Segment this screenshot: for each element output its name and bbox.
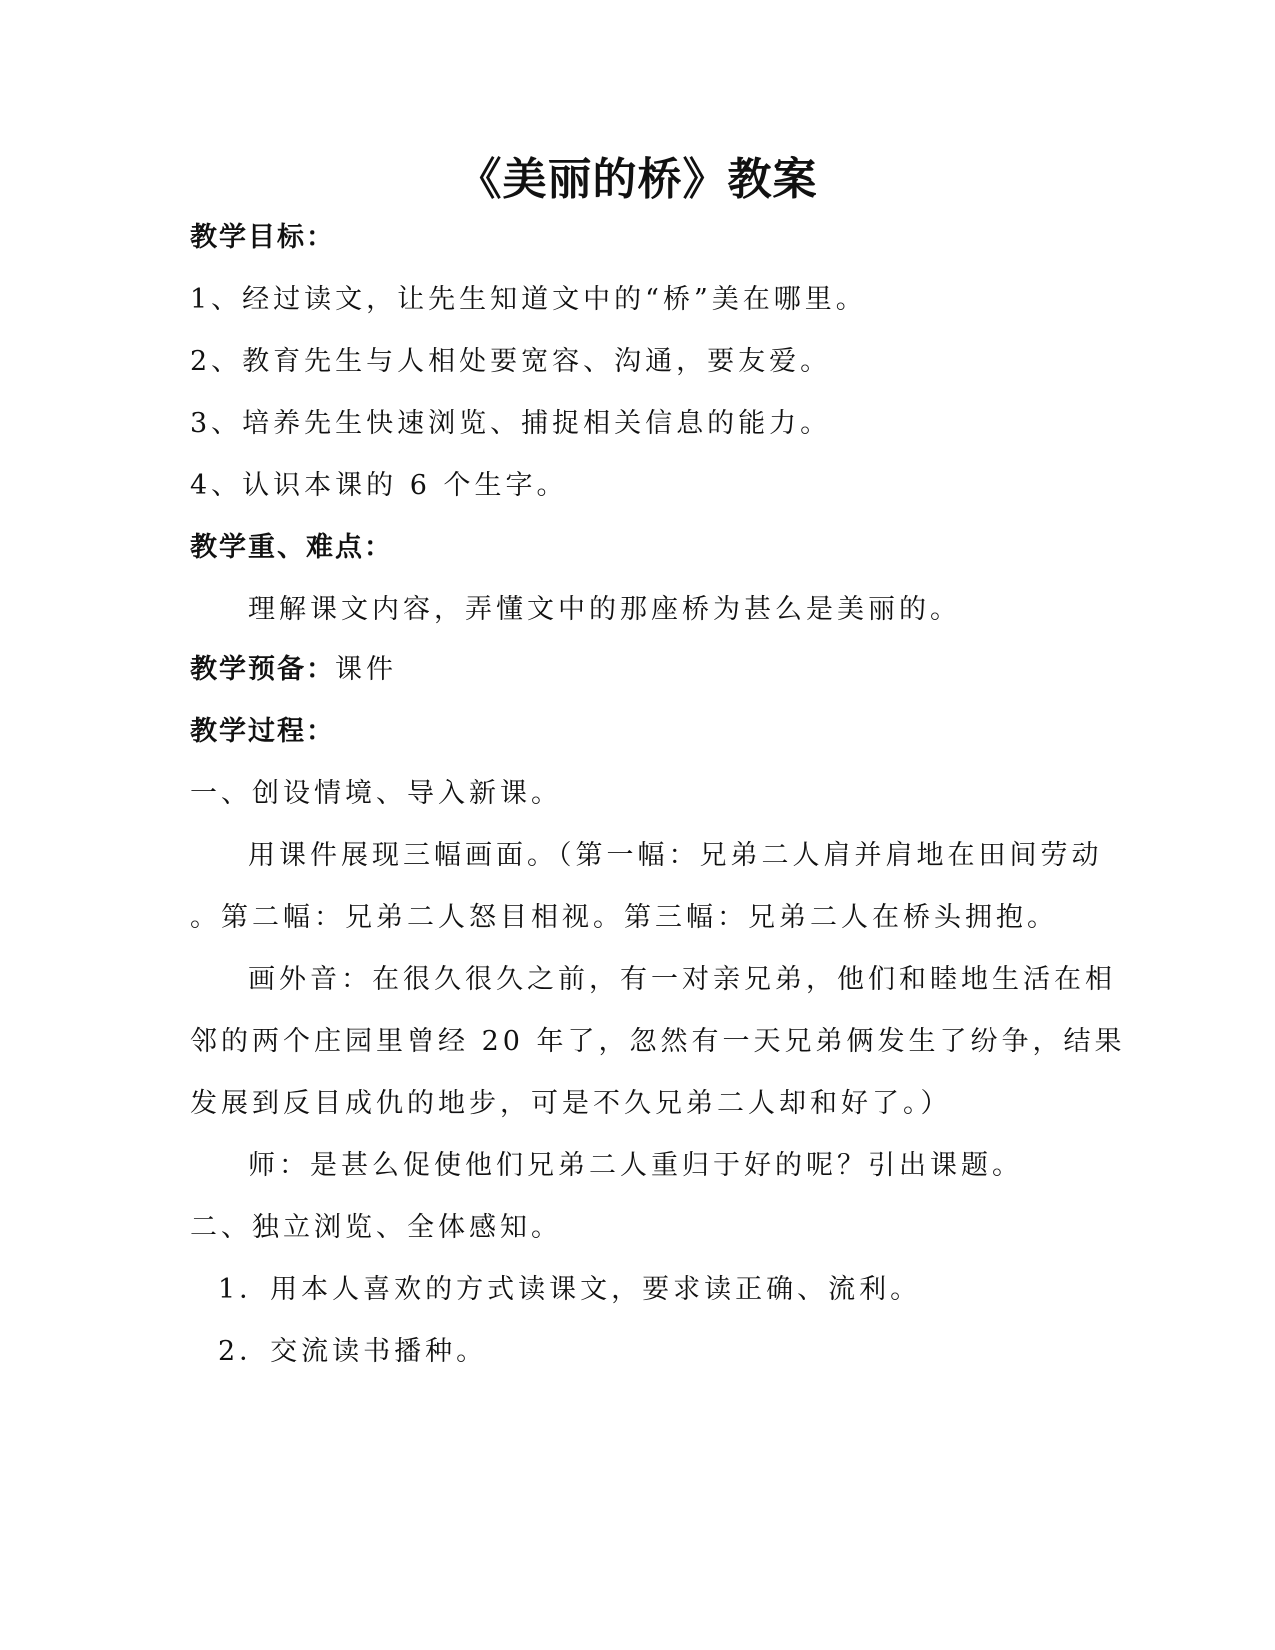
part1-line-5: 发展到反目成仇的地步，可是不久兄弟二人却和好了。） [190,1088,952,1119]
prep-text: 课件 [335,654,397,685]
part1-heading: 一、创设情境、导入新课。 [190,778,562,809]
part1-line-6: 师：是甚么促使他们兄弟二人重归于好的呢？引出课题。 [248,1150,1023,1181]
goal-item-3: 3、培养先生快速浏览、捕捉相关信息的能力。 [190,408,832,439]
part1-line-3: 画外音：在很久很久之前，有一对亲兄弟，他们和睦地生活在相 [248,964,1116,995]
key-points-text: 理解课文内容，弄懂文中的那座桥为甚么是美丽的。 [248,594,961,625]
prep-line [190,650,1090,690]
goal-item-1: 1、经过读文，让先生知道文中的“桥”美在哪里。 [190,284,867,315]
goal-item-2: 2、教育先生与人相处要宽容、沟通，要友爱。 [190,346,832,377]
part1-line-2: 。第二幅：兄弟二人怒目相视。第三幅：兄弟二人在桥头拥抱。 [190,902,1058,933]
goals-heading: 教学目标： [190,222,335,253]
process-heading: 教学过程： [190,716,335,747]
part1-line-4: 邻的两个庄园里曾经 20 年了，忽然有一天兄弟俩发生了纷争，结果 [190,1026,1126,1057]
part1-line-1: 用课件展现三幅画面。（第一幅：兄弟二人肩并肩地在田间劳动 [248,840,1103,871]
prep-heading: 教学预备： [190,654,335,685]
part2-item-2: 2．交流读书播种。 [218,1336,488,1367]
document-title: 《美丽的桥》教案 [457,154,818,205]
key-points-heading: 教学重、难点： [190,532,393,563]
part2-heading: 二、独立浏览、全体感知。 [190,1212,562,1243]
goal-item-4: 4、认识本课的 6 个生字。 [190,470,568,501]
part2-item-1: 1．用本人喜欢的方式读课文，要求读正确、流利。 [218,1274,922,1305]
